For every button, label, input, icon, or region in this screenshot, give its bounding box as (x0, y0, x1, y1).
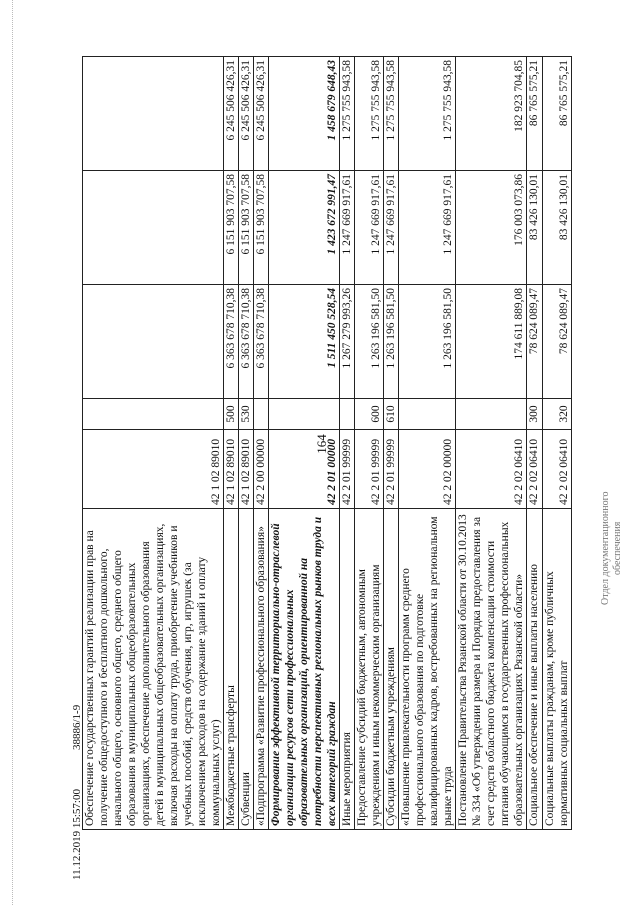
row-name-cell: Социальное обеспечение и иные выплаты населению (527, 509, 542, 830)
row-value-2020-cell: 83 426 130,01 (527, 171, 542, 285)
row-code-cell: 42 2 01 99999 (340, 430, 355, 509)
row-expense-type-cell (399, 399, 456, 430)
budget-table-body (83, 57, 572, 830)
row-value-2021-cell: 1 458 679 648,43 (269, 57, 340, 171)
table-row (355, 57, 384, 830)
row-value-2021-cell (83, 57, 224, 171)
row-value-2020-cell: 6 151 903 707,58 (224, 171, 239, 285)
table-row (456, 57, 527, 830)
budget-table (82, 56, 572, 830)
row-value-2019-cell: 1 511 450 528,54 (269, 285, 340, 399)
row-expense-type-cell: 600 (355, 399, 384, 430)
row-expense-type-cell (456, 399, 527, 430)
table-row (269, 57, 340, 830)
row-value-2020-cell: 6 151 903 707,58 (254, 171, 269, 285)
row-value-2020-cell: 1 247 669 917,61 (399, 171, 456, 285)
row-value-2021-cell: 1 275 755 943,58 (384, 57, 399, 171)
page-number: 164 (313, 434, 329, 454)
budget-table-wrapper (82, 60, 582, 830)
row-expense-type-cell: 500 (224, 399, 239, 430)
row-name-cell: Субвенции (239, 509, 254, 830)
row-value-2021-cell: 1 275 755 943,58 (340, 57, 355, 171)
row-value-2021-cell: 6 245 506 426,31 (239, 57, 254, 171)
row-value-2021-cell: 6 245 506 426,31 (254, 57, 269, 171)
row-code-cell: 42 2 01 00000 (269, 430, 340, 509)
footer-timestamp: 11.12.2019 15:57:00 (71, 789, 83, 880)
row-code-cell: 42 2 02 06410 (456, 430, 527, 509)
row-name-cell: Межбюджетные трансферты (224, 509, 239, 830)
row-expense-type-cell: 530 (239, 399, 254, 430)
row-value-2019-cell: 78 624 089,47 (542, 285, 571, 399)
table-row (254, 57, 269, 830)
row-value-2019-cell: 174 611 889,08 (456, 285, 527, 399)
row-value-2021-cell: 86 765 575,21 (527, 57, 542, 171)
row-code-cell: 42 2 01 99999 (355, 430, 384, 509)
row-value-2021-cell: 182 923 704,85 (456, 57, 527, 171)
table-row (384, 57, 399, 830)
table-row (239, 57, 254, 830)
row-name-cell: Формирование эффективной территориально-отраслевой организации ресурсов сети профессиональных образовательных организаций, ориентированной на потребности перспективных региональных рынков труда и всех категорий граждан (269, 509, 340, 830)
row-expense-type-cell (340, 399, 355, 430)
row-value-2021-cell: 1 275 755 943,58 (399, 57, 456, 171)
row-expense-type-cell: 610 (384, 399, 399, 430)
row-value-2020-cell: 1 247 669 917,61 (340, 171, 355, 285)
row-value-2019-cell: 6 363 678 710,38 (224, 285, 239, 399)
table-row (542, 57, 571, 830)
row-value-2020-cell: 1 247 669 917,61 (384, 171, 399, 285)
table-row (83, 57, 224, 830)
row-code-cell: 42 1 02 89010 (239, 430, 254, 509)
row-value-2021-cell: 6 245 506 426,31 (224, 57, 239, 171)
row-value-2020-cell: 6 151 903 707,58 (239, 171, 254, 285)
row-value-2021-cell: 1 275 755 943,58 (355, 57, 384, 171)
row-value-2019-cell: 1 263 196 581,50 (399, 285, 456, 399)
row-value-2020-cell: 1 247 669 917,61 (355, 171, 384, 285)
table-row (527, 57, 542, 830)
row-name-cell: Социальные выплаты гражданам, кроме публичных нормативных социальных выплат (542, 509, 571, 830)
row-value-2019-cell: 6 363 678 710,38 (239, 285, 254, 399)
row-code-cell: 42 2 01 99999 (384, 430, 399, 509)
row-value-2019-cell: 1 263 196 581,50 (384, 285, 399, 399)
row-value-2019-cell (83, 285, 224, 399)
row-value-2019-cell: 1 267 279 993,26 (340, 285, 355, 399)
row-value-2020-cell: 83 426 130,01 (542, 171, 571, 285)
footer-doc-id: 38886/1-9 (71, 704, 83, 750)
row-value-2021-cell: 86 765 575,21 (542, 57, 571, 171)
row-value-2019-cell: 78 624 089,47 (527, 285, 542, 399)
row-code-cell: 42 2 02 00000 (399, 430, 456, 509)
row-expense-type-cell (269, 399, 340, 430)
row-code-cell: 42 2 02 06410 (542, 430, 571, 509)
row-value-2019-cell: 1 263 196 581,50 (355, 285, 384, 399)
row-name-cell: Обеспечение государственных гарантий реализации прав на получение общедоступного и бесплатного дошкольного, начального общего, основного общего, среднего общего образования в муниципальных общеобразовательных организациях, обеспечение дополнительного образования детей в муниципальных общеобразовательных организациях, включая расходы на оплату труда, приобретение учебников и учебных пособий, средств обучения, игр, игрушек (за исключением расходов на содержание зданий и оплату коммунальных услуг) (83, 509, 224, 830)
row-name-cell: «Повышение привлекательности программ среднего профессионального образования по подготовке квалифицированных кадров, востребованных на региональном рынке труда (399, 509, 456, 830)
table-row (399, 57, 456, 830)
row-expense-type-cell: 300 (527, 399, 542, 430)
row-name-cell: Иные мероприятия (340, 509, 355, 830)
row-value-2019-cell: 6 363 678 710,38 (254, 285, 269, 399)
row-expense-type-cell: 320 (542, 399, 571, 430)
row-code-cell: 42 2 02 06410 (527, 430, 542, 509)
row-name-cell: Постановление Правительства Рязанской области от 30.10.2013 № 334 «Об утверждении размера и Порядка предоставления за счет средств областного бюджета компенсации стоимости питания обучающимся в государственных профессиональных образовательных организациях Рязанской области» (456, 509, 527, 830)
row-value-2020-cell: 176 003 073,86 (456, 171, 527, 285)
row-code-cell: 42 1 02 89010 (224, 430, 239, 509)
scan-edge (0, 0, 13, 905)
row-name-cell: Субсидии бюджетным учреждениям (384, 509, 399, 830)
row-expense-type-cell (83, 399, 224, 430)
row-expense-type-cell (254, 399, 269, 430)
row-code-cell: 42 2 00 00000 (254, 430, 269, 509)
row-value-2020-cell: 1 423 672 991,47 (269, 171, 340, 285)
table-row (224, 57, 239, 830)
table-row (340, 57, 355, 830)
stamp-line-2: обеспечения (612, 521, 623, 575)
row-code-cell: 42 1 02 89010 (83, 430, 224, 509)
row-name-cell: Предоставление субсидий бюджетным, автономным учреждениям и иным некоммерческим организациям (355, 509, 384, 830)
row-name-cell: «Подпрограмма «Развитие профессионального образования» (254, 509, 269, 830)
row-value-2020-cell (83, 171, 224, 285)
stamp-line-1: Отдел документационного (600, 491, 611, 605)
